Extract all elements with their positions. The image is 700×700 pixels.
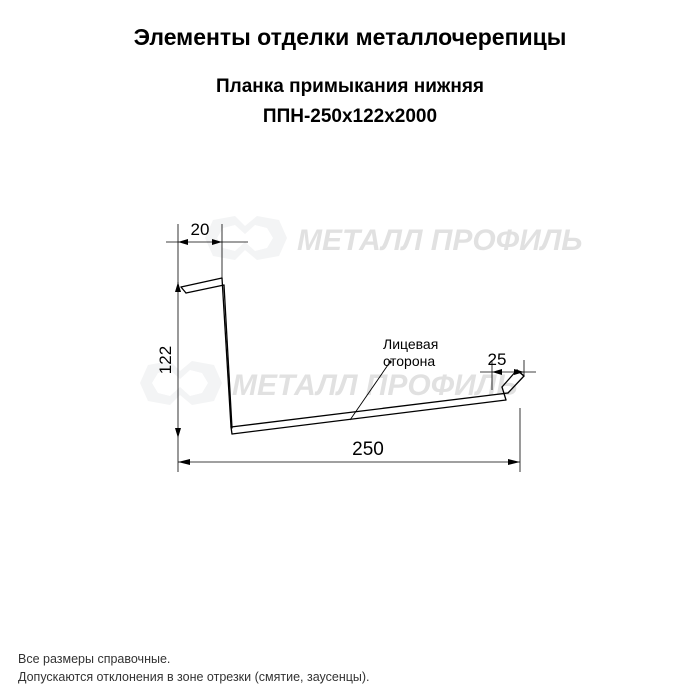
annotation-face-side-line2: сторона	[383, 353, 436, 369]
dimension-label-250: 250	[352, 439, 384, 460]
footer-notes	[18, 650, 370, 686]
dimension-label-122: 122	[156, 345, 175, 375]
svg-text:МЕТАЛЛ ПРОФИЛЬ: МЕТАЛЛ ПРОФИЛЬ	[232, 369, 518, 402]
annotation-face-side-line1: Лицевая	[383, 336, 439, 352]
svg-text:МЕТАЛЛ ПРОФИЛЬ: МЕТАЛЛ ПРОФИЛЬ	[297, 224, 583, 257]
page-title: Элементы отделки металлочерепицы	[133, 24, 567, 50]
footer-note-2: Допускаются отклонения в зоне отрезки (смятие, заусенцы).	[18, 670, 370, 684]
product-name: Планка примыкания нижняя	[215, 76, 485, 97]
product-article: ППН-250x122x2000	[262, 106, 438, 127]
title-block	[0, 22, 700, 130]
dimension-label-20: 20	[190, 220, 210, 239]
technical-drawing	[0, 180, 700, 510]
dimension-label-25: 25	[487, 350, 507, 369]
footer-note-1: Все размеры справочные.	[18, 652, 171, 666]
